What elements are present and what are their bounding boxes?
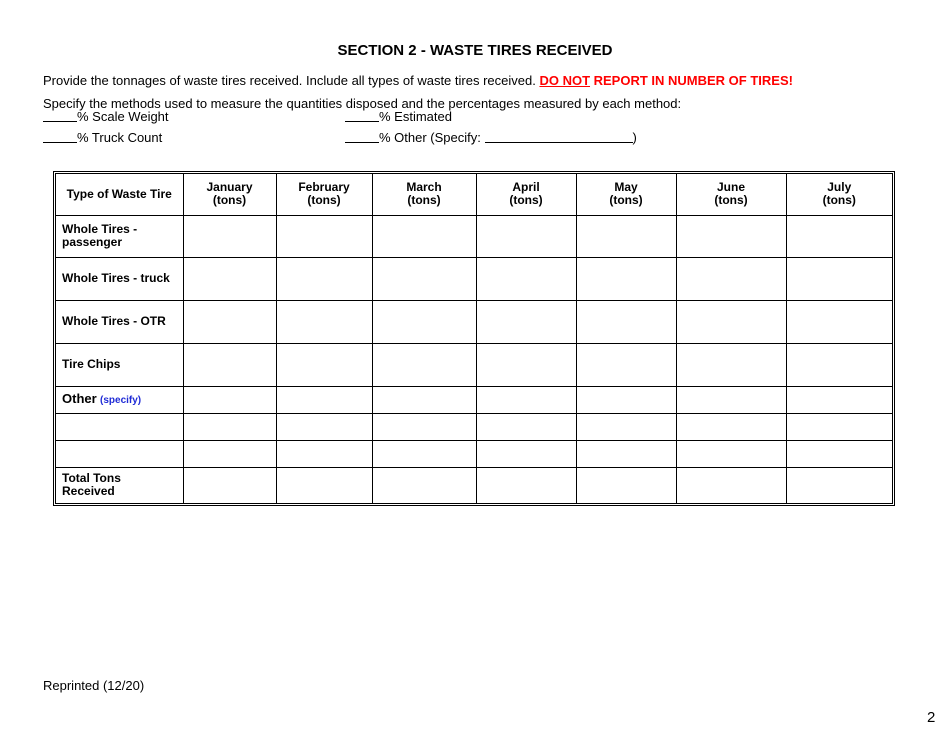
input-cell[interactable] xyxy=(372,386,476,413)
input-cell[interactable] xyxy=(183,215,276,257)
header-february-line2: (tons) xyxy=(307,193,341,208)
methods-prompt: Specify the methods used to measure the quantities disposed and the percentages measured by each method: xyxy=(43,96,682,111)
instruction-line xyxy=(43,73,793,88)
input-cell[interactable] xyxy=(576,215,676,257)
input-cell[interactable] xyxy=(576,257,676,300)
input-cell[interactable] xyxy=(372,467,476,503)
input-cell[interactable] xyxy=(276,257,372,300)
input-cell[interactable] xyxy=(676,386,786,413)
input-cell[interactable] xyxy=(476,215,576,257)
header-april-line2: (tons) xyxy=(509,193,543,208)
row-label-whole-otr: Whole Tires - OTR xyxy=(56,300,183,343)
table-row xyxy=(56,386,892,413)
table-row-total xyxy=(56,467,892,503)
header-may-line2: (tons) xyxy=(609,193,643,208)
header-may-line1: May xyxy=(614,180,638,195)
input-cell[interactable] xyxy=(786,215,892,257)
header-row xyxy=(56,174,892,215)
other-label: % Other (Specify: xyxy=(379,130,481,145)
input-cell[interactable] xyxy=(676,413,786,440)
row-label-total: Total Tons Received xyxy=(56,467,183,503)
input-cell[interactable] xyxy=(676,215,786,257)
header-march-line2: (tons) xyxy=(407,193,441,208)
header-june-line1: June xyxy=(716,180,745,195)
input-cell[interactable] xyxy=(183,467,276,503)
row-label-tire-chips: Tire Chips xyxy=(56,343,183,386)
input-cell[interactable] xyxy=(676,440,786,467)
table-row xyxy=(56,215,892,257)
input-cell[interactable] xyxy=(372,413,476,440)
header-type-label: Type of Waste Tire xyxy=(66,186,172,201)
input-cell[interactable] xyxy=(676,343,786,386)
input-cell[interactable] xyxy=(476,467,576,503)
method-estimated xyxy=(345,109,452,124)
header-july-line1: July xyxy=(827,180,852,195)
header-may xyxy=(576,174,676,215)
method-other xyxy=(345,130,637,145)
other-specify-blank[interactable] xyxy=(485,130,633,143)
row-label-blank[interactable] xyxy=(56,440,183,467)
estimated-label: % Estimated xyxy=(379,109,452,124)
table-row xyxy=(56,440,892,467)
header-july xyxy=(786,174,892,215)
input-cell[interactable] xyxy=(372,440,476,467)
input-cell[interactable] xyxy=(786,467,892,503)
header-january-line1: January xyxy=(206,180,253,195)
header-june-line2: (tons) xyxy=(714,193,748,208)
input-cell[interactable] xyxy=(276,440,372,467)
header-july-line2: (tons) xyxy=(822,193,856,208)
instruction-text: Provide the tonnages of waste tires received. Include all types of waste tires received. xyxy=(43,73,536,88)
header-march xyxy=(372,174,476,215)
table-row xyxy=(56,413,892,440)
table-row xyxy=(56,300,892,343)
waste-tires-table xyxy=(53,171,895,506)
input-cell[interactable] xyxy=(372,257,476,300)
input-cell[interactable] xyxy=(476,386,576,413)
input-cell[interactable] xyxy=(676,300,786,343)
header-april xyxy=(476,174,576,215)
input-cell[interactable] xyxy=(576,467,676,503)
input-cell[interactable] xyxy=(276,215,372,257)
input-cell[interactable] xyxy=(372,215,476,257)
input-cell[interactable] xyxy=(183,300,276,343)
page-number: 2 xyxy=(927,709,936,726)
reprint-note: Reprinted (12/20) xyxy=(43,678,145,693)
input-cell[interactable] xyxy=(183,440,276,467)
input-cell[interactable] xyxy=(276,386,372,413)
input-cell[interactable] xyxy=(786,440,892,467)
header-june xyxy=(676,174,786,215)
input-cell[interactable] xyxy=(576,300,676,343)
table-row xyxy=(56,257,892,300)
header-type xyxy=(56,174,183,215)
other-close: ) xyxy=(632,130,637,145)
input-cell[interactable] xyxy=(276,413,372,440)
input-cell[interactable] xyxy=(676,467,786,503)
input-cell[interactable] xyxy=(372,343,476,386)
row-label-blank[interactable] xyxy=(56,413,183,440)
row-label-other xyxy=(56,386,183,413)
input-cell[interactable] xyxy=(786,386,892,413)
input-cell[interactable] xyxy=(476,300,576,343)
other-specify-hint: (specify) xyxy=(100,395,142,406)
input-cell[interactable] xyxy=(276,467,372,503)
row-label-whole-passenger xyxy=(56,215,183,257)
section-title: SECTION 2 - WASTE TIRES RECEIVED xyxy=(337,42,613,59)
header-january-line2: (tons) xyxy=(212,193,247,208)
input-cell[interactable] xyxy=(786,300,892,343)
truck-count-label: % Truck Count xyxy=(77,130,163,145)
row-label-line1: Whole Tires - xyxy=(62,222,138,236)
truck-count-blank[interactable] xyxy=(43,130,77,143)
input-cell[interactable] xyxy=(276,300,372,343)
estimated-blank[interactable] xyxy=(345,109,379,122)
scale-weight-label: % Scale Weight xyxy=(77,109,169,124)
input-cell[interactable] xyxy=(276,343,372,386)
input-cell[interactable] xyxy=(786,257,892,300)
method-truck-count xyxy=(43,130,162,145)
row-label-whole-truck: Whole Tires - truck xyxy=(56,257,183,300)
input-cell[interactable] xyxy=(183,343,276,386)
input-cell[interactable] xyxy=(476,343,576,386)
table-row xyxy=(56,343,892,386)
input-cell[interactable] xyxy=(476,257,576,300)
warning-rest: REPORT IN NUMBER OF TIRES! xyxy=(590,73,793,88)
input-cell[interactable] xyxy=(576,440,676,467)
header-february-line1: February xyxy=(298,180,350,195)
input-cell[interactable] xyxy=(183,257,276,300)
input-cell[interactable] xyxy=(786,343,892,386)
warning-do-not: DO NOT xyxy=(539,73,591,88)
input-cell[interactable] xyxy=(576,386,676,413)
scale-weight-blank[interactable] xyxy=(43,109,77,122)
other-label: Other xyxy=(62,391,97,406)
header-april-line1: April xyxy=(512,180,540,195)
other-blank[interactable] xyxy=(345,130,379,143)
input-cell[interactable] xyxy=(476,413,576,440)
input-cell[interactable] xyxy=(183,386,276,413)
header-january xyxy=(183,174,276,215)
input-cell[interactable] xyxy=(786,413,892,440)
input-cell[interactable] xyxy=(576,343,676,386)
input-cell[interactable] xyxy=(576,413,676,440)
method-scale-weight xyxy=(43,109,169,124)
input-cell[interactable] xyxy=(476,440,576,467)
input-cell[interactable] xyxy=(372,300,476,343)
header-march-line1: March xyxy=(406,180,442,195)
input-cell[interactable] xyxy=(183,413,276,440)
header-february xyxy=(276,174,372,215)
row-label-line2: passenger xyxy=(62,235,123,249)
input-cell[interactable] xyxy=(676,257,786,300)
instruction-warning xyxy=(539,73,793,88)
